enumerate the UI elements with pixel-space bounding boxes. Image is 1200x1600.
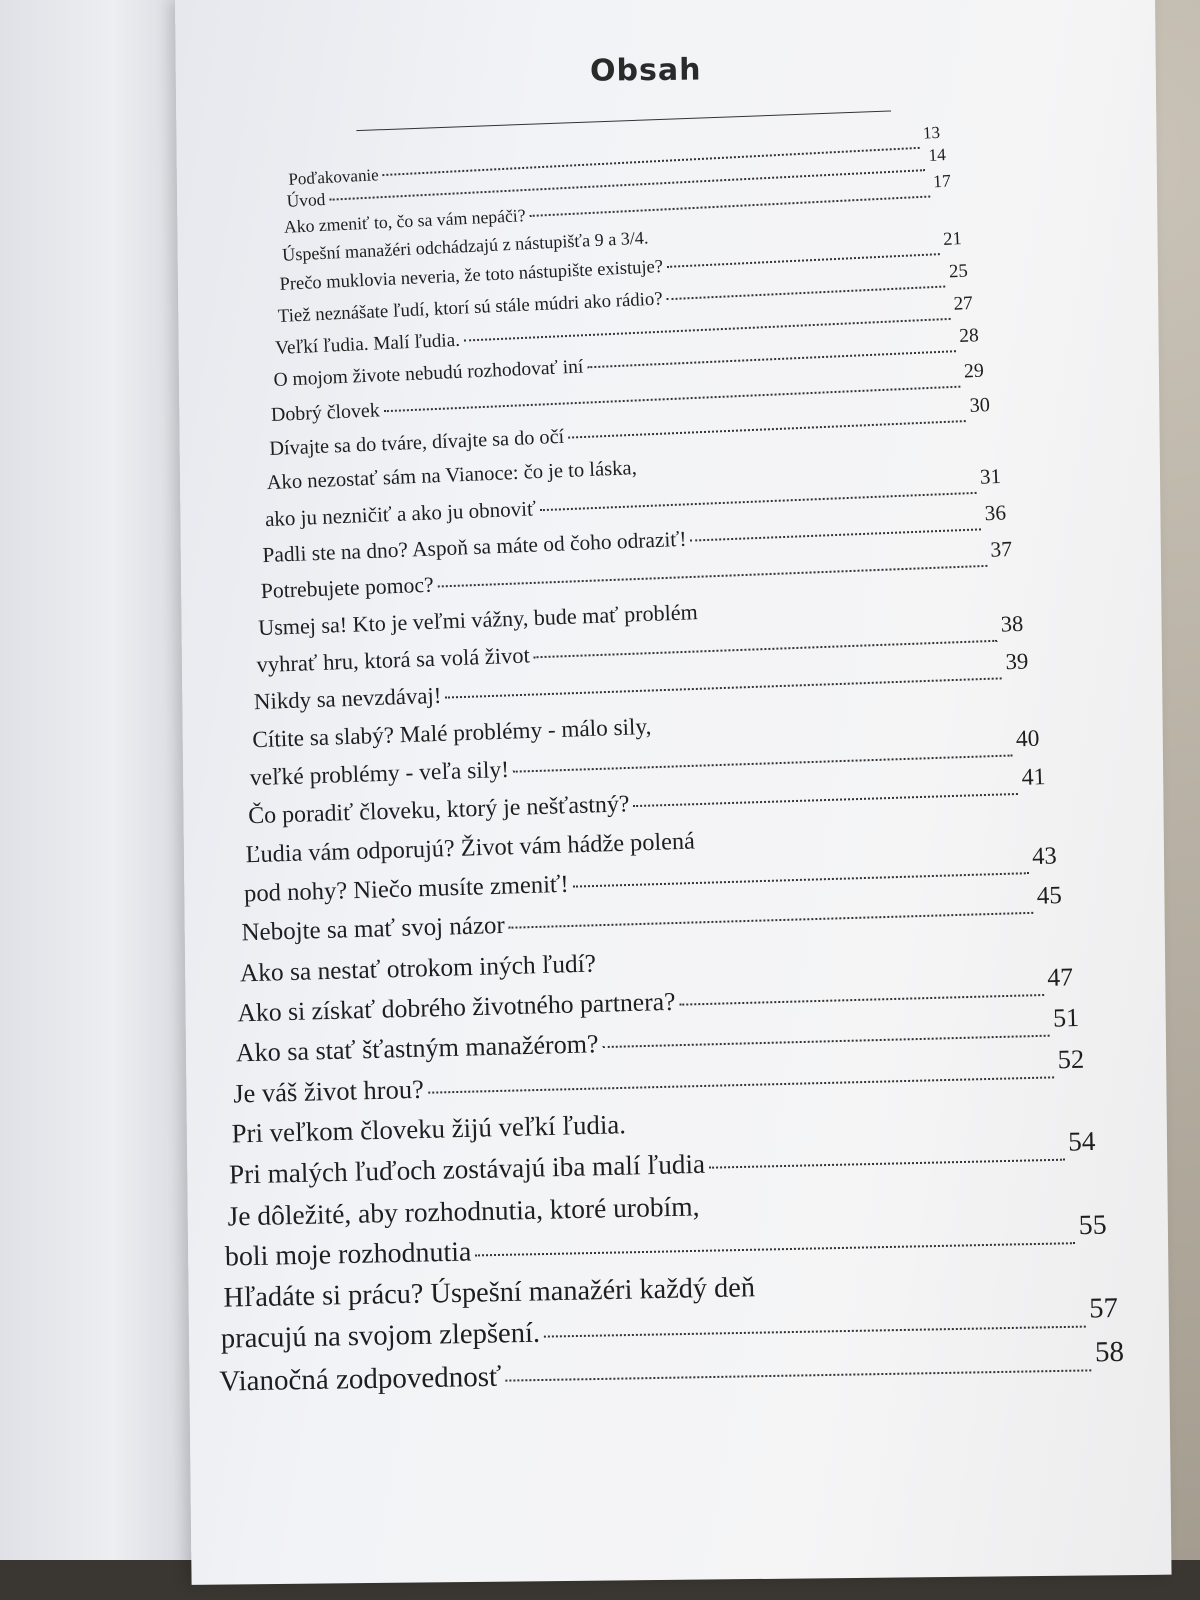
toc-entry-title: vyhrať hru, ktorá sa volá život bbox=[255, 642, 530, 678]
toc-entry-title: Pri veľkom človeku žijú veľkí ľudia. bbox=[231, 1109, 627, 1149]
toc-page-number: 43 bbox=[1031, 842, 1057, 871]
facing-page bbox=[0, 0, 205, 1600]
toc-entry-title: pod nohy? Niečo musíte zmeniť! bbox=[243, 870, 569, 908]
toc-page-number: 31 bbox=[979, 464, 1002, 489]
toc-entry-title: Úvod bbox=[285, 189, 326, 212]
page-heading: Obsah bbox=[589, 52, 702, 89]
dot-leader bbox=[545, 1326, 1086, 1338]
toc-entry-title: Ako sa stať šťastným manažérom? bbox=[235, 1029, 599, 1068]
toc-line bbox=[258, 599, 698, 641]
toc-page-number: 38 bbox=[999, 610, 1024, 637]
toc-entry-title: Prečo muklovia neveria, že toto nástupište existuje? bbox=[279, 257, 664, 296]
toc-entry-title: Potrebujete pomoc? bbox=[260, 572, 434, 603]
toc-entry-title: Nikdy sa nevzdávaj! bbox=[253, 682, 442, 715]
book-page bbox=[175, 0, 1172, 1585]
toc-page-number: 51 bbox=[1052, 1002, 1080, 1033]
toc-entry-title: Dobrý človek bbox=[270, 399, 381, 426]
dot-leader bbox=[464, 318, 950, 342]
toc-page-number: 17 bbox=[932, 170, 952, 192]
dot-leader bbox=[568, 420, 966, 439]
dot-leader bbox=[384, 385, 961, 412]
toc-page-number: 52 bbox=[1057, 1043, 1085, 1075]
toc-line bbox=[266, 457, 637, 495]
toc-line bbox=[246, 828, 696, 870]
toc-page-number: 25 bbox=[948, 260, 968, 283]
dot-leader bbox=[710, 1159, 1066, 1169]
toc-entry-title: Ľudia vám odporujú? Život vám hádže polená bbox=[245, 827, 696, 869]
dot-leader bbox=[446, 678, 1003, 699]
toc-entry-title: Usmej sa! Kto je veľmi vážny, bude mať problém bbox=[257, 599, 699, 641]
toc-entry-title: boli moje rozhodnutia bbox=[225, 1236, 473, 1273]
toc-line bbox=[227, 1190, 700, 1232]
toc-page-number: 37 bbox=[989, 536, 1013, 562]
dot-leader bbox=[540, 492, 977, 511]
toc-page-number: 14 bbox=[927, 144, 946, 166]
toc-entry-title: Dívajte sa do tváre, dívajte sa do očí bbox=[268, 425, 565, 460]
dot-leader bbox=[534, 640, 998, 659]
toc-entry-title: Veľkí ľudia. Malí ľudia. bbox=[274, 329, 461, 359]
dot-leader bbox=[476, 1242, 1076, 1256]
toc-page-number: 36 bbox=[984, 500, 1007, 525]
toc-entry-title: Padli ste na dno? Aspoň sa máte od čoho odraziť! bbox=[262, 526, 688, 567]
toc-entry-title: Ako zmeniť to, čo sa vám nepáči? bbox=[283, 205, 527, 238]
toc-entry-title: Je váš život hrou? bbox=[233, 1073, 425, 1109]
toc-page-number: 13 bbox=[922, 122, 941, 143]
toc-entry-title: Ako si získať dobrého životného partnera? bbox=[237, 986, 677, 1028]
toc-entry-title: Poďakovanie bbox=[287, 165, 380, 189]
toc-entry-title: Pri malých ľuďoch zostávajú iba malí ľudia bbox=[229, 1148, 706, 1190]
toc-entry-title: Tiež neznášate ľudí, ktorí sú stále múdri ako rádio? bbox=[277, 288, 663, 327]
toc-page-number: 54 bbox=[1068, 1125, 1097, 1157]
dot-leader bbox=[509, 912, 1033, 929]
toc-entry-title: Vianočná zodpovednosť bbox=[219, 1360, 502, 1398]
dot-leader bbox=[572, 872, 1028, 887]
dot-leader bbox=[513, 754, 1013, 772]
dot-leader bbox=[587, 351, 956, 369]
toc-page-number: 45 bbox=[1036, 882, 1063, 910]
dot-leader bbox=[691, 528, 982, 541]
toc-page-number: 28 bbox=[958, 325, 979, 348]
toc-entry-title: ako ju nezničiť a ako ju obnoviť bbox=[264, 496, 537, 532]
toc-entry-title: Je dôležité, aby rozhodnutia, ktoré urobím, bbox=[227, 1190, 700, 1232]
dot-leader bbox=[428, 1076, 1054, 1093]
toc-page-number: 41 bbox=[1020, 763, 1046, 791]
dot-leader bbox=[437, 565, 986, 588]
dot-leader bbox=[505, 1369, 1091, 1381]
toc-line bbox=[239, 949, 596, 988]
toc-page-number: 55 bbox=[1078, 1209, 1108, 1241]
toc-page-number: 40 bbox=[1015, 725, 1041, 752]
dot-leader bbox=[530, 196, 930, 217]
toc-page-number: 58 bbox=[1094, 1335, 1125, 1369]
toc-entry-title: pracujú na svojom zlepšení. bbox=[221, 1318, 541, 1355]
table-of-contents bbox=[175, 0, 1172, 1585]
dot-leader bbox=[633, 793, 1018, 807]
toc-entry-title: Úspešní manažéri odchádzajú z nástupišťa 9 a 3/4. bbox=[281, 227, 649, 266]
toc-page-number: 57 bbox=[1089, 1293, 1119, 1325]
dot-leader bbox=[667, 253, 940, 268]
toc-page-number: 27 bbox=[953, 292, 974, 315]
toc-page-number: 47 bbox=[1047, 962, 1074, 993]
toc-entry-title: veľké problémy - veľa sily! bbox=[249, 756, 510, 791]
toc-entry-title: Nebojte sa mať svoj názor bbox=[241, 912, 506, 947]
dot-leader bbox=[602, 1035, 1049, 1048]
toc-entry-title: Ako nezostať sám na Vianoce: čo je to láska, bbox=[266, 457, 638, 495]
toc-entry-title: Hľadáte si prácu? Úspešní manažéri každý deň bbox=[223, 1272, 756, 1314]
toc-line bbox=[231, 1110, 626, 1150]
toc-line bbox=[252, 714, 652, 754]
toc-page-number: 30 bbox=[968, 393, 990, 417]
toc-page-number: 21 bbox=[942, 229, 963, 251]
toc-page-number: 29 bbox=[963, 359, 985, 383]
toc-page-number: 39 bbox=[1005, 648, 1029, 675]
dot-leader bbox=[680, 994, 1044, 1006]
toc-entry-title: Čo poradiť človeku, ktorý je nešťastný? bbox=[247, 791, 630, 830]
toc-entry-title: O mojom živote nebudú rozhodovať iní bbox=[272, 356, 584, 392]
dot-leader bbox=[666, 285, 945, 300]
toc-line bbox=[223, 1272, 755, 1314]
toc-entry-title: Cítite sa slabý? Malé problémy - málo sily, bbox=[251, 713, 652, 753]
toc-entry-title: Ako sa nestať otrokom iných ľudí? bbox=[239, 949, 597, 987]
